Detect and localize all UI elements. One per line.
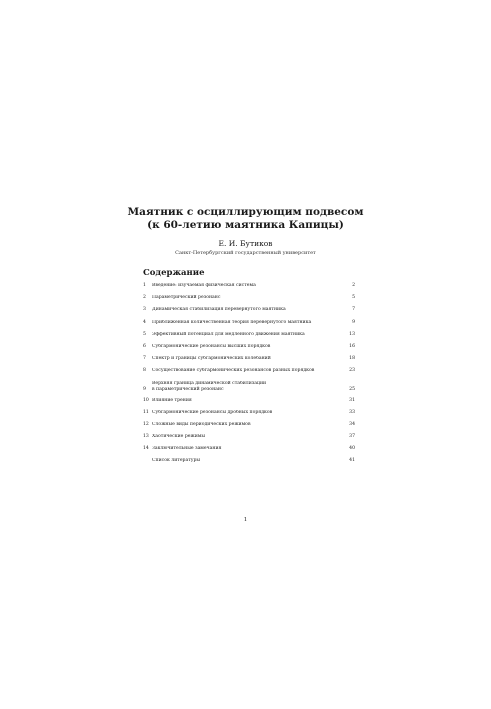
toc-entry-number: 9 bbox=[143, 386, 146, 392]
toc-entry-title-line: Сложные виды периодических режимов bbox=[152, 421, 251, 427]
toc-entry-title-line: Эффективный потенциал для медленного движения маятника bbox=[152, 331, 305, 337]
toc-entry-title-line: в параметрический резонанс bbox=[152, 386, 224, 392]
toc-entry-title bbox=[152, 295, 341, 301]
toc-entry-title bbox=[152, 368, 341, 374]
toc-entry-page: 25 bbox=[349, 386, 355, 392]
toc-entry-number: 14 bbox=[143, 446, 149, 452]
toc-entry-title-line: Субгармонические резонансы дробных порядков bbox=[152, 409, 273, 415]
toc-entry-title bbox=[152, 422, 341, 428]
toc-entry-page: 16 bbox=[349, 343, 355, 349]
toc-entry-title bbox=[152, 283, 341, 289]
toc-entry bbox=[143, 320, 355, 326]
toc-entry-title bbox=[152, 356, 341, 362]
toc-entry-page: 34 bbox=[349, 421, 355, 427]
toc-entry-title-line: Сосуществование субгармонических резонансов разных порядков bbox=[152, 368, 315, 374]
toc-entry-number: 7 bbox=[143, 356, 146, 362]
toc-entry-title bbox=[152, 410, 341, 416]
toc-entry-page: 37 bbox=[349, 434, 355, 440]
toc-entry bbox=[143, 283, 355, 289]
toc-entry-title-line: Список литературы bbox=[152, 458, 201, 464]
toc-entry bbox=[143, 446, 355, 452]
toc-entry-page: 41 bbox=[349, 458, 355, 464]
toc-entry-title bbox=[152, 458, 341, 464]
toc-entry bbox=[143, 422, 355, 428]
toc-entry-title-line: Хаотические режимы bbox=[152, 434, 205, 440]
toc-entry-page: 40 bbox=[349, 446, 355, 452]
toc-entry-title bbox=[152, 320, 341, 326]
toc-entry-number: 4 bbox=[143, 319, 146, 325]
toc-entry-number: 3 bbox=[143, 307, 146, 313]
toc-entry-title bbox=[152, 344, 341, 350]
toc-entry-title bbox=[152, 446, 341, 452]
toc-entry bbox=[143, 344, 355, 350]
toc-entry-number: 2 bbox=[143, 295, 146, 301]
toc-entry-number: 8 bbox=[143, 368, 146, 374]
toc-entry bbox=[143, 356, 355, 362]
toc-entry-title bbox=[152, 307, 341, 313]
toc-entry-title-line: Субгармонические резонансы высших порядков bbox=[152, 343, 271, 349]
toc-entry-number: 13 bbox=[143, 434, 149, 440]
toc-entry bbox=[143, 295, 355, 301]
toc-entry-title-line: Спектр и границы субгармонических колебаний bbox=[152, 356, 271, 362]
toc-entry-page: 13 bbox=[349, 331, 355, 337]
paper-title bbox=[0, 206, 491, 232]
toc-entry bbox=[143, 368, 355, 374]
toc-entry-title-line: Верхняя граница динамической стабилизации bbox=[152, 380, 267, 386]
author-affiliation: Санкт-Петербургский государственный университет bbox=[175, 250, 316, 256]
author-name: Е. И. Бутиков bbox=[218, 239, 273, 248]
toc-entry-title bbox=[152, 381, 341, 393]
toc-entry-title bbox=[152, 434, 341, 440]
toc-entry bbox=[143, 381, 355, 393]
toc-entry bbox=[143, 332, 355, 338]
toc-entry-page: 31 bbox=[349, 397, 355, 403]
toc-entry bbox=[143, 434, 355, 440]
toc-entry-number: 1 bbox=[143, 283, 146, 288]
toc-entry bbox=[143, 398, 355, 404]
toc-entry-title bbox=[152, 332, 341, 338]
toc-heading: Содержание bbox=[143, 268, 205, 278]
toc-entry-title-line: Введение: изучаемая физическая система bbox=[152, 283, 256, 288]
toc-entry-page: 18 bbox=[349, 356, 355, 362]
toc-entry bbox=[143, 307, 355, 313]
toc-entry-title bbox=[152, 398, 341, 404]
toc-entry-number: 10 bbox=[143, 397, 149, 403]
toc-entry-title-line: Заключительные замечания bbox=[152, 446, 222, 452]
toc-entry-page: 5 bbox=[352, 295, 355, 301]
toc-entry-number: 6 bbox=[143, 343, 146, 349]
toc-entry-title-line: Влияние трения bbox=[152, 397, 192, 403]
toc-entry-title-line: Приближенная количественная теория перевернутого маятника bbox=[152, 319, 312, 325]
title-line-1: Маятник с осциллирующим подвесом bbox=[127, 206, 364, 218]
toc-entry-number: 11 bbox=[143, 409, 149, 415]
table-of-contents bbox=[143, 283, 355, 471]
toc-entry bbox=[143, 458, 355, 464]
toc-entry-number: 5 bbox=[143, 331, 146, 337]
toc-entry-page: 9 bbox=[352, 319, 355, 325]
toc-entry-page: 7 bbox=[352, 307, 355, 313]
toc-entry bbox=[143, 410, 355, 416]
toc-entry-page: 2 bbox=[352, 283, 355, 288]
page-number: 1 bbox=[243, 517, 248, 523]
toc-entry-number: 12 bbox=[143, 421, 149, 427]
title-line-2: (к 60-летию маятника Капицы) bbox=[147, 219, 344, 231]
toc-entry-page: 23 bbox=[349, 368, 355, 374]
toc-entry-page: 33 bbox=[349, 409, 355, 415]
toc-entry-title-line: Параметрический резонанс bbox=[152, 295, 221, 301]
toc-entry-title-line: Динамическая стабилизация перевернутого маятника bbox=[152, 307, 286, 313]
